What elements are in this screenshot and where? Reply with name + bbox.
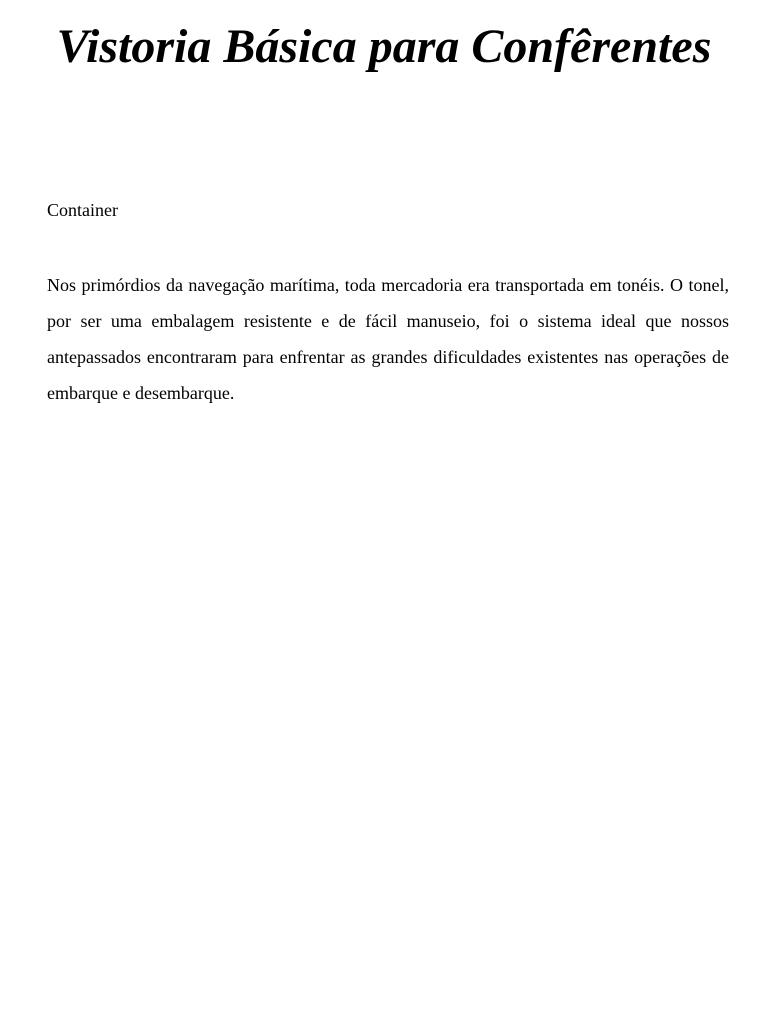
document-title: Vistoria Básica para Confêrentes — [56, 20, 712, 73]
section-heading: Container — [47, 200, 118, 220]
body-paragraph: Nos primórdios da navegação marítima, toda mercadoria era transportada em tonéis. O tonel, por ser uma embalagem resistente e de fácil manuseio, foi o sistema ideal que nossos antepassados encontraram para enfrentar as grandes dificuldades existentes nas operações de embarque e desembarque. — [47, 275, 729, 403]
